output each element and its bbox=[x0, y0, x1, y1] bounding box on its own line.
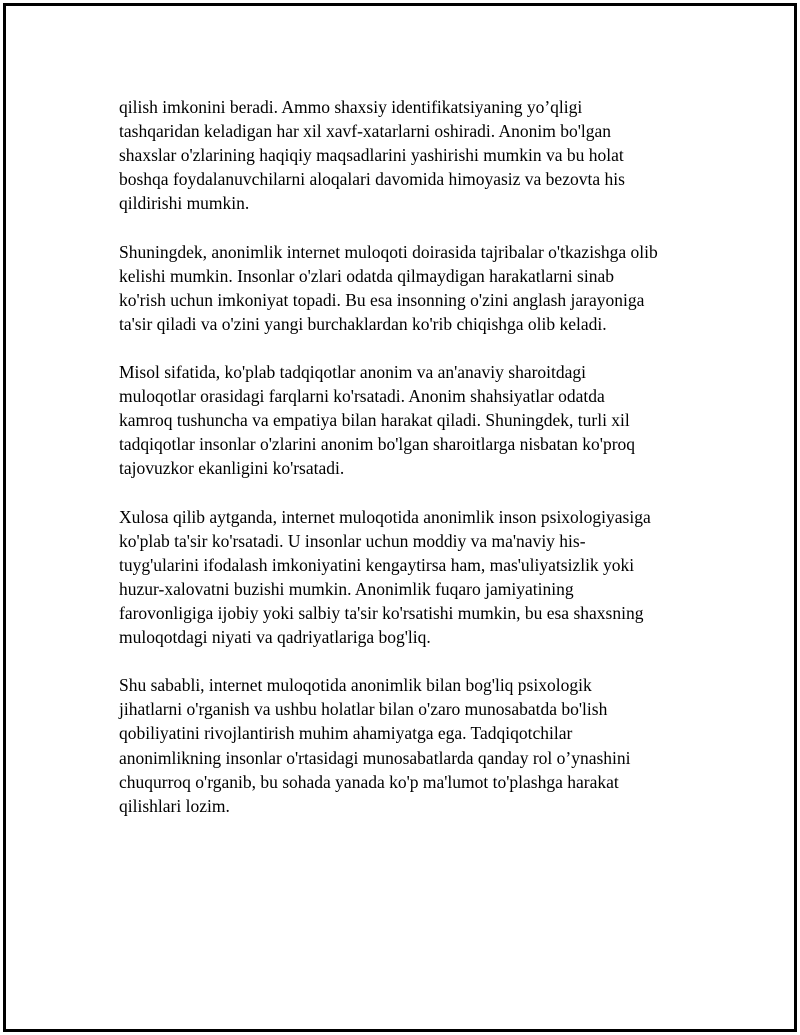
text-line: muloqotdagi niyati va qadriyatlariga bog'liq. bbox=[119, 627, 431, 648]
paragraph-2 bbox=[119, 240, 709, 336]
text-line: ko'plab ta'sir ko'rsatadi. U insonlar uchun moddiy va ma'naviy his- bbox=[119, 530, 586, 551]
text-line: Xulosa qilib aytganda, internet muloqotida anonimlik inson psixologiyasiga bbox=[119, 506, 651, 527]
paragraph-1 bbox=[119, 95, 709, 215]
text-line: anonimlikning insonlar o'rtasidagi munosabatlarda qanday rol o’ynashini bbox=[119, 747, 631, 768]
text-line: muloqotlar orasidagi farqlarni ko'rsatadi. Anonim shahsiyatlar odatda bbox=[119, 386, 605, 407]
text-line: jihatlarni o'rganish va ushbu holatlar bilan o'zaro munosabatda bo'lish bbox=[119, 699, 608, 720]
text-line: tashqaridan keladigan har xil xavf-xatarlarni oshiradi. Anonim bo'lgan bbox=[119, 121, 612, 142]
paragraph-3 bbox=[119, 360, 709, 480]
text-line: tuyg'ularini ifodalash imkoniyatini kengaytirsa ham, mas'uliyatsizlik yoki bbox=[119, 554, 635, 575]
text-line: Shuningdek, anonimlik internet muloqoti doirasida tajribalar o'tkazishga olib bbox=[119, 241, 658, 262]
text-line: Shu sababli, internet muloqotida anonimlik bilan bog'liq psixologik bbox=[119, 675, 592, 696]
text-line: kamroq tushuncha va empatiya bilan harakat qiladi. Shuningdek, turli xil bbox=[119, 410, 630, 431]
text-line: qilish imkonini beradi. Ammo shaxsiy identifikatsiyaning yo’qligi bbox=[119, 97, 583, 117]
text-line: tajovuzkor ekanligini ko'rsatadi. bbox=[119, 458, 345, 479]
text-line: ko'rish uchun imkoniyat topadi. Bu esa insonning o'zini anglash jarayoniga bbox=[119, 289, 645, 310]
text-line: qildirishi mumkin. bbox=[119, 193, 250, 214]
text-line: huzur-xalovatni buzishi mumkin. Anonimlik fuqaro jamiyatining bbox=[119, 578, 574, 599]
paragraph-5 bbox=[119, 673, 709, 818]
text-line: shaxslar o'zlarining haqiqiy maqsadlarini yashirishi mumkin va bu holat bbox=[119, 145, 624, 166]
text-line: tadqiqotlar insonlar o'zlarini anonim bo'lgan sharoitlarga nisbatan ko'proq bbox=[119, 434, 636, 455]
text-line: boshqa foydalanuvchilarni aloqalari davomida himoyasiz va bezovta his bbox=[119, 169, 625, 190]
document-body bbox=[119, 95, 709, 842]
text-line: Misol sifatida, ko'plab tadqiqotlar anonim va an'anaviy sharoitdagi bbox=[119, 362, 587, 383]
text-line: qilishlari lozim. bbox=[119, 795, 230, 816]
text-line: farovonligiga ijobiy yoki salbiy ta'sir ko'rsatishi mumkin, bu esa shaxsning bbox=[119, 602, 644, 623]
text-line: qobiliyatini rivojlantirish muhim ahamiyatga ega. Tadqiqotchilar bbox=[119, 723, 573, 744]
text-line: chuqurroq o'rganib, bu sohada yanada ko'p ma'lumot to'plashga harakat bbox=[119, 771, 619, 792]
page-frame bbox=[3, 3, 797, 1032]
paragraph-4 bbox=[119, 505, 709, 650]
text-line: ta'sir qiladi va o'zini yangi burchaklardan ko'rib chiqishga olib keladi. bbox=[119, 313, 607, 334]
text-line: kelishi mumkin. Insonlar o'zlari odatda qilmaydigan harakatlarni sinab bbox=[119, 265, 614, 286]
